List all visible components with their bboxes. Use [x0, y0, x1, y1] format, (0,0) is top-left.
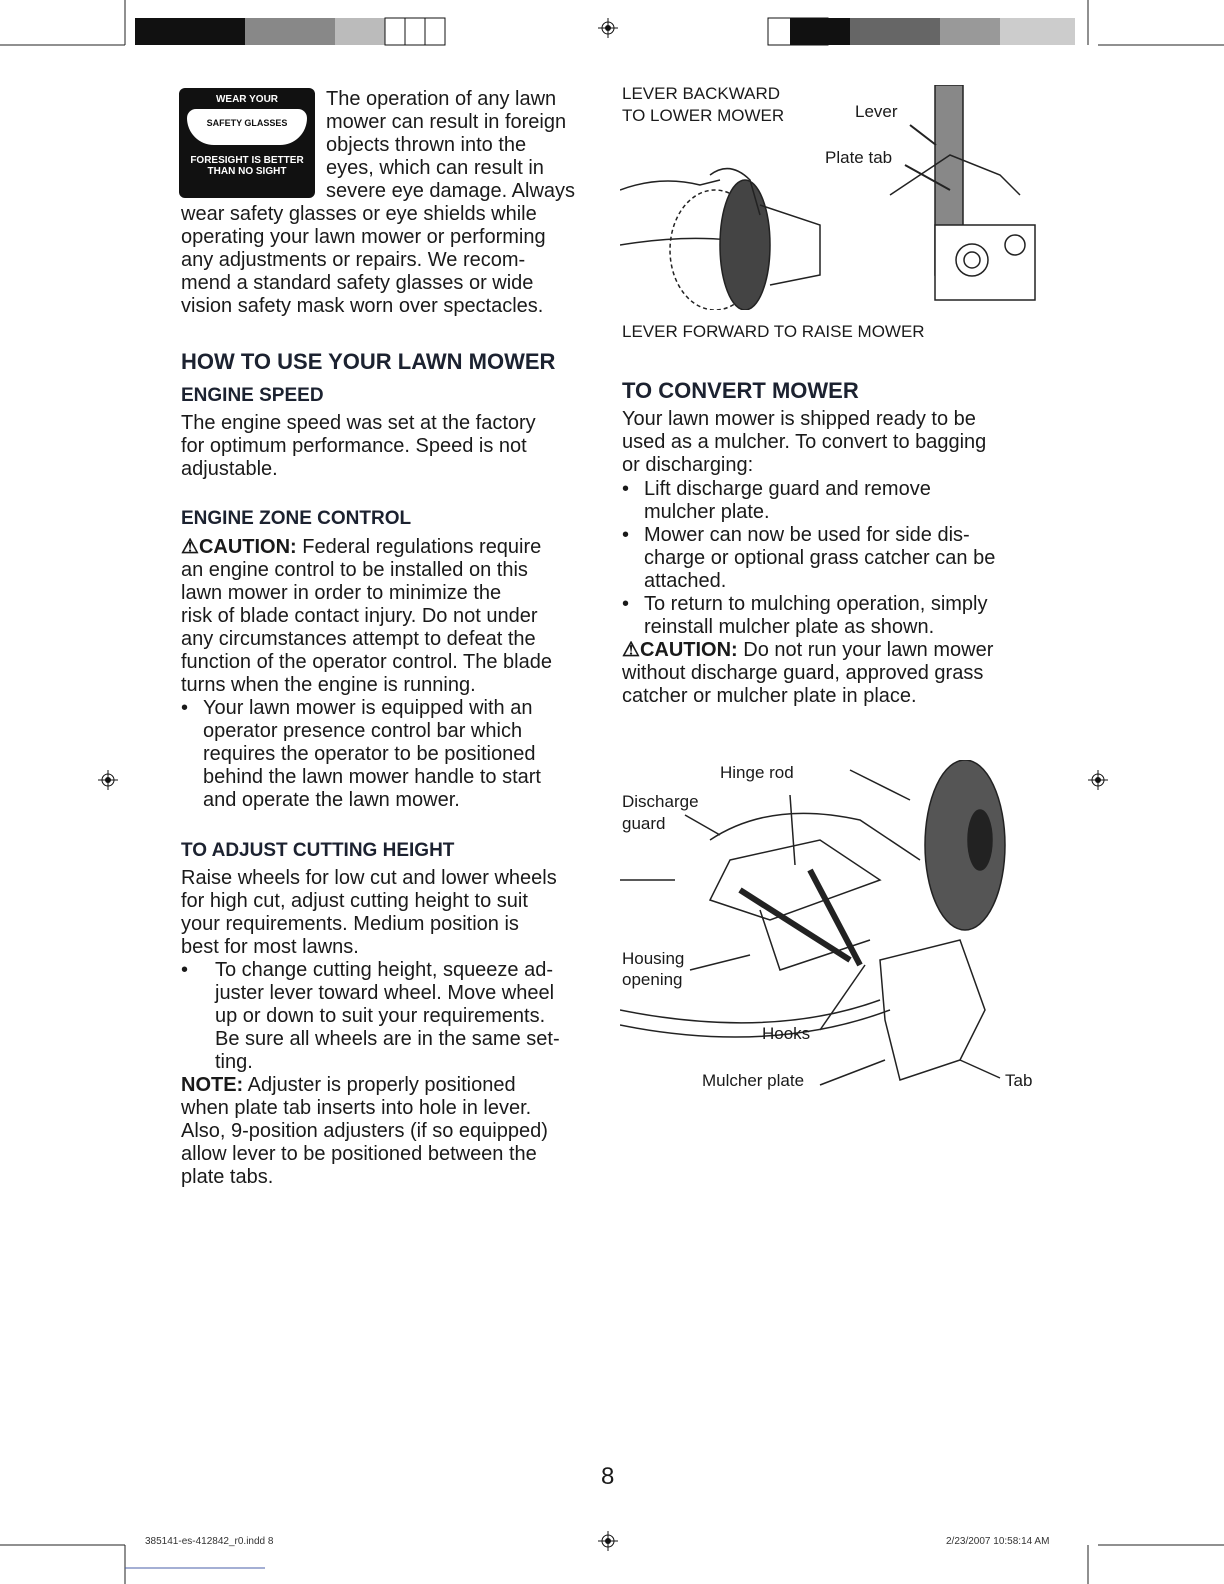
color-bar-right: [768, 18, 1075, 45]
footer-filename: 385141-es-412842_r0.indd 8: [145, 1536, 274, 1547]
text-line: any circumstances attempt to defeat the: [181, 628, 536, 650]
figure-label: Mulcher plate: [702, 1071, 805, 1090]
caution-label: ⚠CAUTION:: [181, 536, 297, 558]
figure-label: Hooks: [762, 1024, 811, 1043]
text-line: allow lever to be positioned between the: [181, 1143, 537, 1165]
text-line: Your lawn mower is shipped ready to be: [622, 408, 976, 430]
crosshair-icon: [598, 1531, 618, 1551]
bullet-item: [622, 524, 995, 593]
text-line: attached.: [644, 570, 727, 592]
intro-paragraph: [326, 88, 575, 203]
figure-label: Discharge: [622, 792, 699, 811]
crosshair-icon: [598, 18, 618, 38]
text-line: any adjustments or repairs. We recom-: [181, 249, 526, 271]
text-line: Raise wheels for low cut and lower wheels: [181, 867, 557, 889]
text-line: plate tabs.: [181, 1166, 274, 1188]
text-line: vision safety mask worn over spectacles.: [181, 295, 544, 317]
figure-label: Tab: [1005, 1071, 1033, 1090]
convert-text: [622, 408, 986, 477]
cutting-height-text: [181, 867, 557, 959]
note-paragraph: NOTE: Adjuster is properly positioned when plate tab inserts into hole in lever. Also, 9-position adjusters (if so equipped) allow lever to be positioned between the plate tabs.: [181, 1074, 548, 1188]
text-line: severe eye damage. Always: [326, 180, 576, 202]
figure-label: Lever: [855, 102, 898, 121]
text-line: mend a standard safety glasses or wide: [181, 272, 534, 294]
figure-label: Housing: [622, 949, 685, 968]
caution-paragraph: ⚠CAUTION: Federal regulations require an engine control to be installed on this lawn mower in order to minimize the risk of blade contact injury. Do not under any circumstances attempt to defeat the function of the operator control. The blade turns when the engine is running.: [181, 536, 552, 696]
engine-speed-text: [181, 412, 536, 481]
figure-label: Plate tab: [825, 148, 893, 167]
text-line: • To return to mulching operation, simply: [622, 593, 988, 616]
badge-text: FORESIGHT IS BETTER: [190, 155, 304, 166]
text-line: requires the operator to be positioned: [203, 743, 536, 765]
text-line: behind the lawn mower handle to start: [203, 766, 541, 788]
bullet-item: [622, 478, 931, 524]
text-line: eyes, which can result in: [326, 157, 544, 179]
text-line: reinstall mulcher plate as shown.: [644, 616, 935, 638]
glasses-icon: [187, 109, 307, 145]
intro-paragraph: [181, 203, 546, 318]
text-line: TO LOWER MOWER: [622, 106, 785, 125]
text-line: • To change cutting height, squeeze ad-: [181, 959, 560, 982]
text-line: function of the operator control. The blade: [181, 651, 552, 673]
text-line: and operate the lawn mower.: [203, 789, 460, 811]
crosshair-icon: [98, 770, 118, 790]
text-line: operator presence control bar which: [203, 720, 523, 742]
note-label: NOTE:: [181, 1074, 244, 1096]
text-line: or discharging:: [622, 454, 754, 476]
safety-glasses-badge: [179, 88, 315, 198]
badge-text: THAN NO SIGHT: [207, 166, 287, 177]
figure-label: opening: [622, 970, 683, 989]
badge-text: WEAR YOUR: [215, 94, 279, 105]
text-line: Also, 9-position adjusters (if so equipped): [181, 1120, 548, 1142]
figure-label: Hinge rod: [720, 763, 794, 782]
crosshair-icon: [1088, 770, 1108, 790]
text-line: operating your lawn mower or performing: [181, 226, 546, 248]
text-line: used as a mulcher. To convert to bagging: [622, 431, 987, 453]
color-bar-left: [135, 18, 445, 45]
text-line: Be sure all wheels are in the same set-: [215, 1028, 560, 1050]
text-line: for optimum performance. Speed is not: [181, 435, 527, 457]
text-line: The operation of any lawn: [326, 88, 557, 110]
text-line: charge or optional grass catcher can be: [644, 547, 996, 569]
figure-caption: LEVER FORWARD TO RAISE MOWER: [622, 322, 925, 341]
text-line: The engine speed was set at the factory: [181, 412, 536, 434]
text-line: • Lift discharge guard and remove: [622, 478, 931, 501]
badge-text: SAFETY GLASSES: [206, 118, 288, 128]
page-number: 8: [601, 1463, 615, 1490]
text-line: for high cut, adjust cutting height to suit: [181, 890, 528, 912]
text-line: LEVER BACKWARD: [622, 84, 781, 103]
text-line: • Mower can now be used for side dis-: [622, 524, 995, 547]
text-line: when plate tab inserts into hole in lever.: [181, 1097, 532, 1119]
bullet-item: [622, 593, 988, 639]
caution-label: ⚠CAUTION:: [622, 639, 738, 661]
text-line: ting.: [215, 1051, 253, 1073]
text-line: best for most lawns.: [181, 936, 359, 958]
figure-label: guard: [622, 814, 666, 833]
text-line: adjustable.: [181, 458, 278, 480]
text-line: wear safety glasses or eye shields while: [181, 203, 537, 225]
text-line: lawn mower in order to minimize the: [181, 582, 502, 604]
text-line: an engine control to be installed on this: [181, 559, 528, 581]
text-line: objects thrown into the: [326, 134, 527, 156]
text-line: • Your lawn mower is equipped with an: [181, 697, 541, 720]
subheading: ENGINE SPEED: [181, 385, 324, 406]
text-line: up or down to suit your requirements.: [215, 1005, 546, 1027]
text-line: your requirements. Medium position is: [181, 913, 519, 935]
text-line: mower can result in foreign: [326, 111, 567, 133]
bullet-item: [181, 697, 541, 812]
text-line: without discharge guard, approved grass: [622, 662, 984, 684]
bullet-item: [181, 959, 560, 1074]
text-line: turns when the engine is running.: [181, 674, 476, 696]
caution-paragraph: ⚠CAUTION: Do not run your lawn mower without discharge guard, approved grass catcher or mulcher plate in place.: [622, 639, 994, 707]
text-line: mulcher plate.: [644, 501, 770, 523]
subheading: ENGINE ZONE CONTROL: [181, 508, 412, 529]
subheading: TO ADJUST CUTTING HEIGHT: [181, 840, 455, 861]
text-line: juster lever toward wheel. Move wheel: [215, 982, 555, 1004]
text-line: catcher or mulcher plate in place.: [622, 685, 917, 707]
height-adjuster-illustration: [620, 85, 1040, 310]
section-heading: TO CONVERT MOWER: [622, 378, 859, 403]
footer-timestamp: 2/23/2007 10:58:14 AM: [946, 1536, 1050, 1547]
text-line: risk of blade contact injury. Do not under: [181, 605, 538, 627]
section-heading: HOW TO USE YOUR LAWN MOWER: [181, 349, 556, 374]
